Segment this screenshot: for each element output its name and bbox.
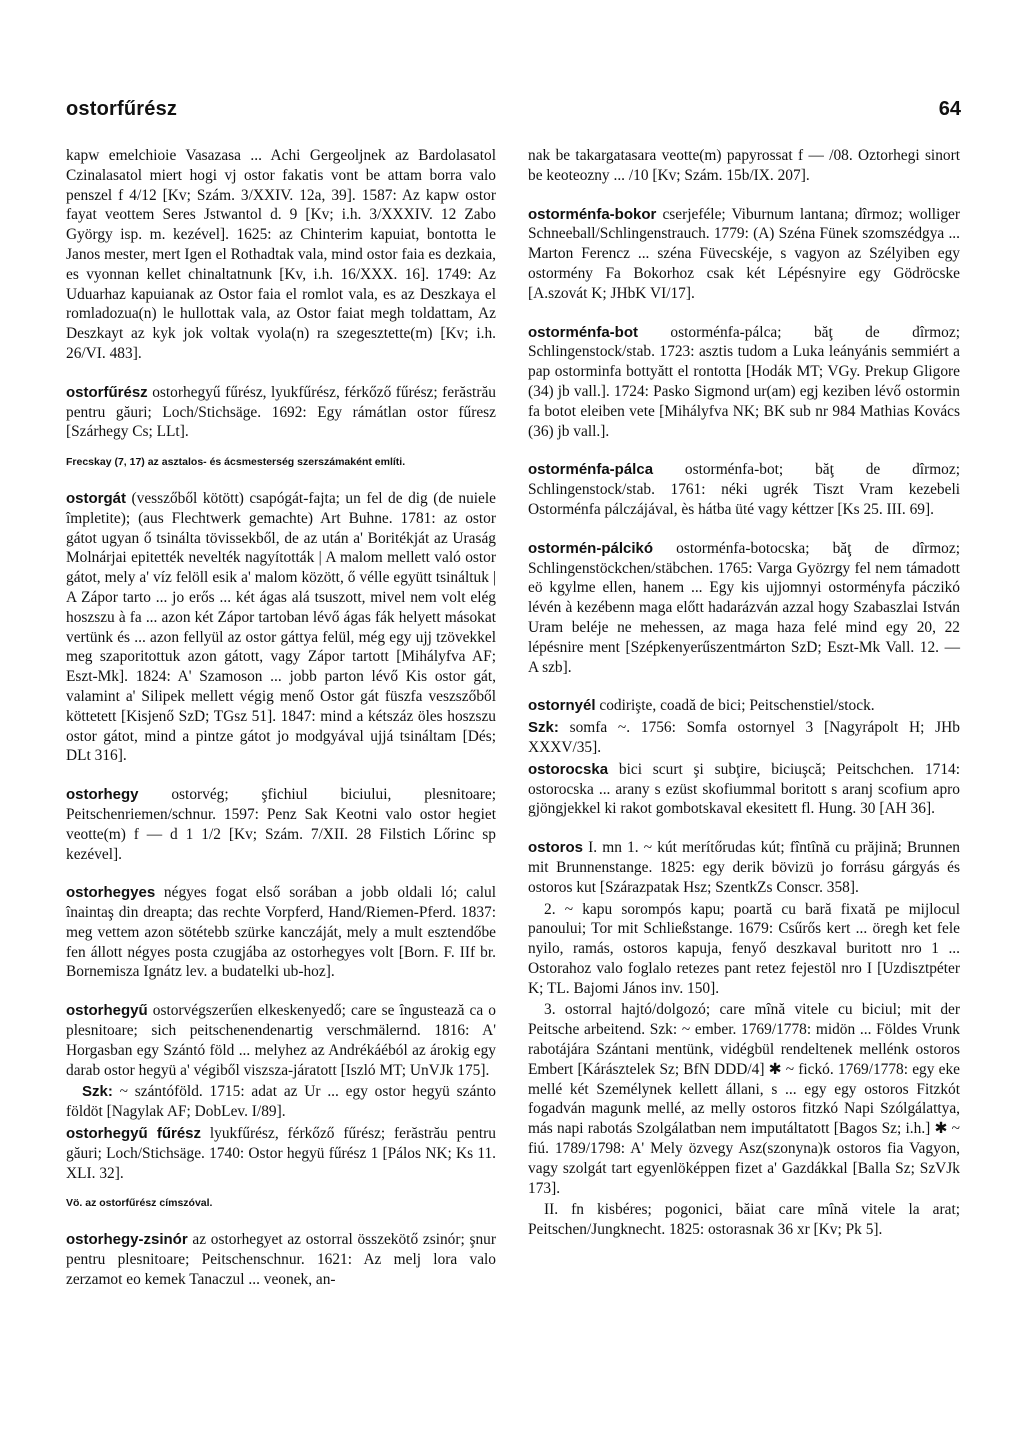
entry-text: nak be takargatasara veotte(m) papyrossat f — /08. Oztorhegi sinort be keoteozny ... /10 [Kv; Szám. 15b/IX. 207]. bbox=[528, 147, 960, 184]
running-header bbox=[66, 98, 961, 128]
entry-text: cserjeféle; Viburnum lantana; dîrmoz; wolliger Schneeball/Schlingenstrauch. 1779: (A) Széna Fünek szomszédgya ... Marton Ferencz ... széna Füvecskéje, s vagyon az Szélyiben egy ostormény Fa Bokorhoz csak két Lépésnyire egy Gödröcske [A.szovát K; JHbK VI/17]. bbox=[528, 205, 960, 302]
dictionary-entry bbox=[528, 539, 960, 678]
dictionary-entry bbox=[66, 489, 496, 766]
entry-headword: ostorhegy-zsinór bbox=[66, 1231, 188, 1249]
entry-headword: ostorfűrész bbox=[66, 383, 148, 401]
entry-text: kapw emelchioie Vasazasa ... Achi Gergeoljnek az Bardolasatol Czinalasatol miert hogi vj ostor fakatis vont be attam borra valo penszel f 4/12 [Kv; Szám. 3/XXIV. 12a, 39]. 1587: Az kapw ostor fayat veottem Seres Jstwantol d. 9 [Kv; i.h. 3/XXXIV. 12 Zabo György isp. m. kezével]. 1625: az Chinterim kapuiat, bontotta le Janos mester, mert Igen el Rothadtak vala, mind ostor faia es dezkaia, es vyonnan kellet chinaltatnunk [Kv, i.h. 16/XXX. 16]. 1749: Az Uduarhaz kapuianak az Ostor faia el romlot vala, es az Deszkaya el romladozua(n) le hullottak vala, az Ostor faiat megh toldattam, Az Deszkayt az kyk jok voltak vyola(n) ra szegesztette(m) [Kv; i.h. 26/VI. 483]. bbox=[66, 147, 496, 362]
phrase-label: Szk: bbox=[528, 719, 559, 737]
left-column bbox=[66, 146, 496, 1309]
dictionary-entry bbox=[66, 785, 496, 864]
entry-headword: ostoros bbox=[528, 839, 584, 857]
entry-text: codirişte, coadă de bici; Peitschenstiel/stock. bbox=[599, 697, 875, 715]
entry-text: bici scurt şi subţire, biciuşcă; Peitschchen. 1714: ostorocska ... arany s ezüst skofiummal boritott s aranj scofium apro gjöngjekkel ki rakot gombotskaval ekesitett fl. Hung. 30 [AH 36]. bbox=[528, 760, 960, 818]
entry-text: ostorménfa-botocska; băţ de dîrmoz; Schlingenstöckchen/stäbchen. 1765: Varga Gyözrgy fel nem támadott eö kgylme ellen, hanem ... Egy kis ujjomnyi ostorményfa páczikó lévén à kezébenn maga előtt hadarázván azzal hogy Szabaszlai István Uram beléje ne mehessen, az maga haza felé mind egy 20, 22 lépésnire ment [Szépkenyerűszentmárton SzD; Eszt-Mk Vall. 12. — A szb]. bbox=[528, 539, 960, 676]
dictionary-entry bbox=[528, 460, 960, 519]
entry-subsection bbox=[528, 900, 960, 999]
entry-subsection bbox=[528, 1000, 960, 1198]
entry-headword: ostorhegyes bbox=[66, 884, 156, 902]
dictionary-entry bbox=[528, 146, 960, 186]
editorial-note: Frecskay (7, 17) az asztalos- és ácsmesterség szerszámaként említi. bbox=[66, 456, 406, 469]
entry-headword: ostorménfa-bokor bbox=[528, 205, 657, 223]
entry-text: 3. ostorral hajtó/dolgozó; care mînă vitele cu biciul; mit der Peitsche arbeitend. Szk: ~ ember. 1769/1778: midön ... Földes Vrunk rabotájára Szántani mentünk, vidégbül rendeltenek mellénk ostoros Embert [Kárásztelek Sz; BfN DDD/4] ✱ ~ fickó. 1769/1778: egy eke mellé két Személynek kellett állani, s ... egy egy ostoros Fitzkót fogadván magunk mellé, az melly ostoros fitzkó Napi Szólgálattya, más napi rabotás Szolgálatban nem imputáltatott [Bagos Sz; i.h.] ✱ ~ fiú. 1789/1798: A' Mely özvegy Asz(szonyna)k ostoros fia Vagyon, vagy szolgát tart egyenlöképpen fizet a' Gazdákkal [Balla Sz; SzVJk 173]. bbox=[528, 1001, 960, 1197]
entry-text: somfa ~. 1756: Somfa ostornyel 3 [Nagyrápolt H; JHb XXXV/35]. bbox=[528, 719, 960, 756]
entry-subsection bbox=[528, 718, 960, 758]
editorial-note: Vö. az ostorfűrész címszóval. bbox=[66, 1197, 213, 1210]
dictionary-entry bbox=[66, 146, 496, 364]
entry-subsection bbox=[66, 1082, 496, 1122]
right-column bbox=[528, 146, 960, 1242]
dictionary-entry bbox=[528, 696, 960, 716]
entry-text: I. mn 1. ~ kút merítőrudas kút; fîntînă cu prăjină; Brunnen mit Brunnenstange. 1825: egy derik bövizü jo forrásu gárgyás és ostoros kut [Szárazpatak Hsz; SzentkZs Conscr. 358]. bbox=[528, 839, 960, 896]
entry-headword: ostormén-pálcikó bbox=[528, 539, 654, 557]
dictionary-entry bbox=[528, 838, 960, 897]
entry-headword: ostorménfa-bot bbox=[528, 323, 638, 341]
entry-text: ~ szántóföld. 1715: adat az Ur ... egy ostor hegyü szánto földöt [Nagylak AF; DobLev. I/89]. bbox=[66, 1083, 496, 1121]
page-number: 64 bbox=[938, 98, 961, 120]
entry-text: ostorvégszerűen elkeskenyedő; care se îngustează ca o plesnitoare; sich peitschenendenartig verschmälernd. 1816: A' Horgasban egy Szántó föld ... melyhez az Andrékáéból az árokig egy darab ostor hegyü a' végiből viszsza-járatott [Iszló MT; UnVJk 175]. bbox=[66, 1002, 496, 1079]
phrase-label: Szk: bbox=[82, 1083, 113, 1101]
entry-text: II. fn kisbéres; pogonici, băiat care mînă vitele la arat; Peitschen/Jungknecht. 1825: ostorasnak 36 xr [Kv; Pk 5]. bbox=[528, 1201, 960, 1239]
entry-text: (vesszőből kötött) csapógát-fajta; un fel de dig (de nuiele împletite); (aus Flechtwerk gemachte) Art Buhne. 1781: az ostor gátot ugyan ő tsinálta tövissekből, de az után a' Boritékját az Uraság Molnárjai epitették nevelték nagyították | A malom mellett való ostor gátot, mely a' víz felöll esik a' malom között, ő vélle együtt tsináltuk | A Zápor tarto ... jo erős ... két ágas alá tsuszott, mivel nem volt elég hoszszu à fa ... azon két Zápor tartoban lévő ágas fák helyett másokat vertünk és ... azon fellyül az ostor gáttya felül, még egy ujj tzövekkel meg szaporitottuk azon gátott, vagy Zápor tartott [Mihályfva AF; Eszt-Mk]. 1824: A' Szamoson ... jobb parton lévő Kis ostor gát, valamint a' Silipek mellett végig menő Ostor gát füszfa veszszőből köttetett [Kisjenő SzD; TGsz 51]. 1847: mind a kétszáz öles hoszszu ostor gátot, mind a pintze gátot jo modgyával ujjá tsináltam [Dés; DLt 316]. bbox=[66, 489, 496, 765]
dictionary-entry bbox=[66, 1230, 496, 1289]
entry-headword: ostorménfa-pálca bbox=[528, 461, 654, 479]
dictionary-entry bbox=[66, 883, 496, 982]
entry-headword: ostorhegy bbox=[66, 786, 139, 804]
entry-text: ostorhegyű fűrész, lyukfűrész, férkőző fűrész; ferăstrău pentru găuri; Loch/Stichsäge. 1692: Egy rámátlan ostor fűresz [Szárhegy Cs; LLt]. bbox=[66, 383, 496, 441]
entry-text: lyukfűrész, férkőző fűrész; ferăstrău pentru găuri; Loch/Stichsäge. 1740: Ostor hegyü fűrész 1 [Pálos NK; Ks 11. XLI. 32]. bbox=[66, 1125, 497, 1182]
entry-text: ostorménfa-pálca; băţ de dîrmoz; Schlingenstock/stab. 1723: asztis tudom a Luka leányánis semmiért a pap ostorminfa bottyătt el rontotta [Hodák MT; VGy. Prekup Gligore (34) jb vall.]. 1724: Pasko Sigmond ur(am) egj keziben lévő ostormin fa botot eleiben vete [Mihályfva NK; BK sub nr 984 Mathias Kovács (36) jb vall.]. bbox=[528, 323, 960, 440]
dictionary-entry bbox=[528, 205, 960, 304]
running-title: ostorfűrész bbox=[66, 98, 178, 120]
dictionary-entry bbox=[66, 1001, 496, 1080]
dictionary-entry bbox=[66, 1124, 496, 1183]
entry-text: ostorvég; şfichiul biciului, plesnitoare; Peitschenriemen/schnur. 1597: Penz Sak Keotni valo ostor hegiet veotte(m) f — d 1 1/2 [Kv; Szám. 7/XII. 28 Filstich Lőrinc sp kezével]. bbox=[66, 786, 496, 863]
entry-text: 2. ~ kapu sorompós kapu; poartă cu bară fixată pe mijlocul panoului; Tor mit Schließstange. 1679: Csűrős kert ... öregh ket fele nyilo, ramás, ostoros kapuja, fenyő deszkaval buritott nro 1 ... Ostorahoz valo foglalo retezes pant retez fejestöl nro I [Uzdisztpéter K; TL. Bajomi János inv. 150]. bbox=[528, 900, 960, 997]
entry-headword: ostorhegyű fűrész bbox=[66, 1125, 202, 1143]
entry-subsection bbox=[528, 1200, 960, 1240]
entry-text: ostorménfa-bot; băţ de dîrmoz; Schlingenstock/stab. 1761: néki ugrék Tiszt Vram kezebeli Ostorménfa pálczájával, ès hátba üté vagy kéttzer [Ks 25. III. 69]. bbox=[528, 461, 960, 518]
entry-text: az ostorhegyet az ostorral összekötő zsinór; şnur pentru plesnitoare; Peitschenschnur. 1621: Az melj lora valo zerzamot eo kemek Tanaczul ... veonek, an- bbox=[66, 1231, 496, 1288]
dictionary-entry bbox=[528, 323, 960, 442]
entry-text: négyes fogat első sorában a jobb oldali ló; calul înaintaş din dreapta; das rechte Vorpferd, Hand/Riemen-Pferd. 1837: meg vettem azon sötétebb szürke kanczáját, mely a mult esztendőbe fen állott négyes posta czugjába az ostorhegyes volt [Born. F. IIf br. Bornemisza Ignátz lev. a budatelki ub-hoz]. bbox=[66, 884, 496, 981]
entry-headword: ostorgát bbox=[66, 489, 126, 507]
dictionary-entry bbox=[66, 383, 496, 442]
entry-headword: ostorocska bbox=[528, 760, 609, 778]
entry-headword: ostorhegyű bbox=[66, 1002, 148, 1020]
dictionary-entry bbox=[528, 760, 960, 819]
entry-headword: ostornyél bbox=[528, 697, 596, 715]
